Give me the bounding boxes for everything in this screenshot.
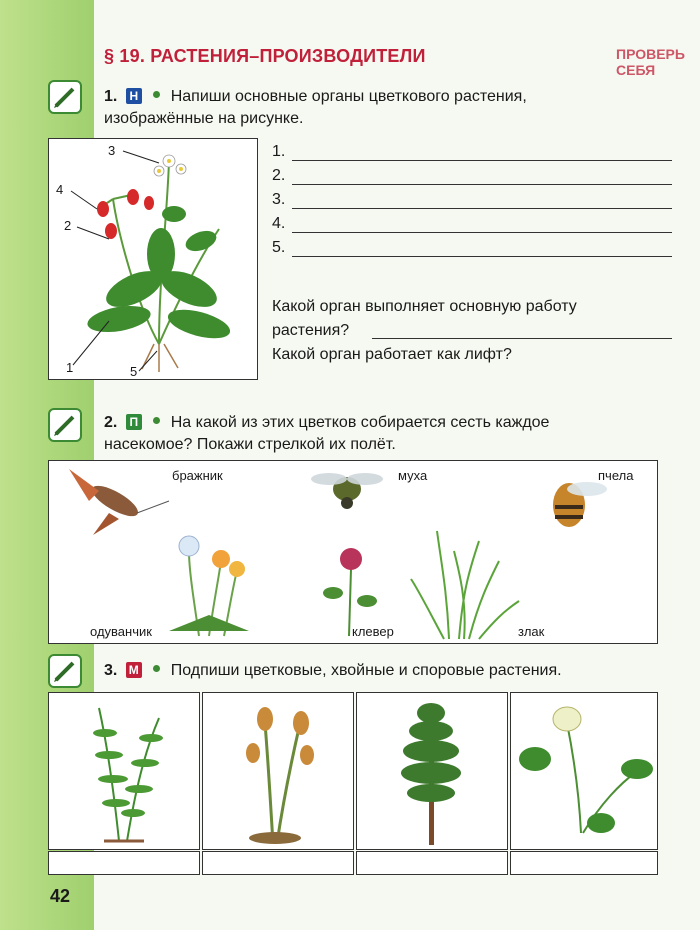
answer-number-1: 1.	[272, 143, 286, 160]
callout-5: 5	[130, 364, 138, 379]
page-number: 42	[50, 886, 71, 906]
answer-number-2: 2.	[272, 167, 286, 184]
task3-level-badge: М	[126, 662, 142, 678]
callout-1: 1	[66, 360, 74, 375]
section-title: § 19. РАСТЕНИЯ–ПРОИЗВОДИТЕЛИ	[104, 46, 426, 66]
caption-box-flower[interactable]	[510, 851, 658, 875]
answer-line-1[interactable]	[292, 142, 672, 161]
label-clover: клевер	[352, 624, 394, 639]
label-dandelion: одуванчик	[90, 624, 152, 639]
bee-icon	[553, 482, 607, 527]
bullet-icon	[153, 417, 160, 424]
pencil-icon	[48, 80, 82, 114]
question-lift-organ: Какой орган работает как лифт?	[272, 346, 512, 363]
task2-text-line1: На какой из этих цветков собирается сесть каждое	[170, 414, 550, 431]
task1-text-line1: Напиши основные органы цветкового растения,	[170, 88, 527, 105]
callout-3: 3	[108, 143, 116, 158]
strawberry-image-frame	[48, 138, 258, 380]
question-main-organ-line1: Какой орган выполняет основную работу	[272, 298, 577, 315]
answer-line-3[interactable]	[292, 190, 672, 209]
caption-box-moss[interactable]	[202, 851, 354, 875]
header-right-label: ПРОВЕРЬ СЕБЯ	[616, 46, 685, 78]
task1-heading	[104, 86, 527, 130]
fern-image-frame	[48, 692, 200, 850]
insects-flowers-illustration	[49, 461, 656, 642]
fern-icon	[49, 693, 198, 848]
pine-tree-icon	[357, 693, 506, 848]
answer-number-3: 3.	[272, 191, 286, 208]
task1-number: 1.	[104, 88, 118, 105]
pencil-icon	[48, 408, 82, 442]
pine-image-frame	[356, 692, 508, 850]
answer-line-4[interactable]	[292, 214, 672, 233]
moss-plant-image-frame	[202, 692, 354, 850]
answer-line-main-organ[interactable]	[372, 320, 672, 339]
task1-text-line2: изображённые на рисунке.	[104, 110, 304, 127]
task1-level-badge: Н	[126, 88, 142, 104]
callout-2: 2	[64, 218, 72, 233]
answer-number-5: 5.	[272, 239, 286, 256]
flowering-plant-image-frame	[510, 692, 658, 850]
answer-number-4: 4.	[272, 215, 286, 232]
pencil-icon	[48, 654, 82, 688]
task3-number: 3.	[104, 662, 118, 679]
fly-icon	[311, 473, 383, 509]
task3-heading	[104, 660, 562, 682]
answer-line-2[interactable]	[292, 166, 672, 185]
label-bee: пчела	[598, 468, 634, 483]
question-main-organ-line2: растения?	[272, 322, 350, 339]
insects-flowers-frame[interactable]	[48, 460, 658, 644]
task2-heading	[104, 412, 549, 456]
clover-icon	[323, 548, 377, 636]
bullet-icon	[153, 91, 160, 98]
sporophyte-plant-icon	[203, 693, 352, 848]
answer-line-5[interactable]	[292, 238, 672, 257]
label-fly: муха	[398, 468, 428, 483]
flowering-plant-icon	[511, 693, 656, 848]
grass-icon	[411, 531, 519, 639]
task2-level-badge: П	[126, 414, 142, 430]
caption-box-pine[interactable]	[356, 851, 508, 875]
strawberry-plant-illustration	[49, 139, 256, 378]
label-grass: злак	[518, 624, 545, 639]
task3-text: Подпиши цветковые, хвойные и споровые растения.	[170, 662, 562, 679]
callout-4: 4	[56, 182, 64, 197]
task2-number: 2.	[104, 414, 118, 431]
hawkmoth-icon	[69, 469, 169, 535]
caption-box-fern[interactable]	[48, 851, 200, 875]
task2-text-line2: насекомое? Покажи стрелкой их полёт.	[104, 436, 396, 453]
dandelion-icon	[169, 536, 249, 636]
label-hawkmoth: бражник	[172, 468, 223, 483]
bullet-icon	[153, 665, 160, 672]
